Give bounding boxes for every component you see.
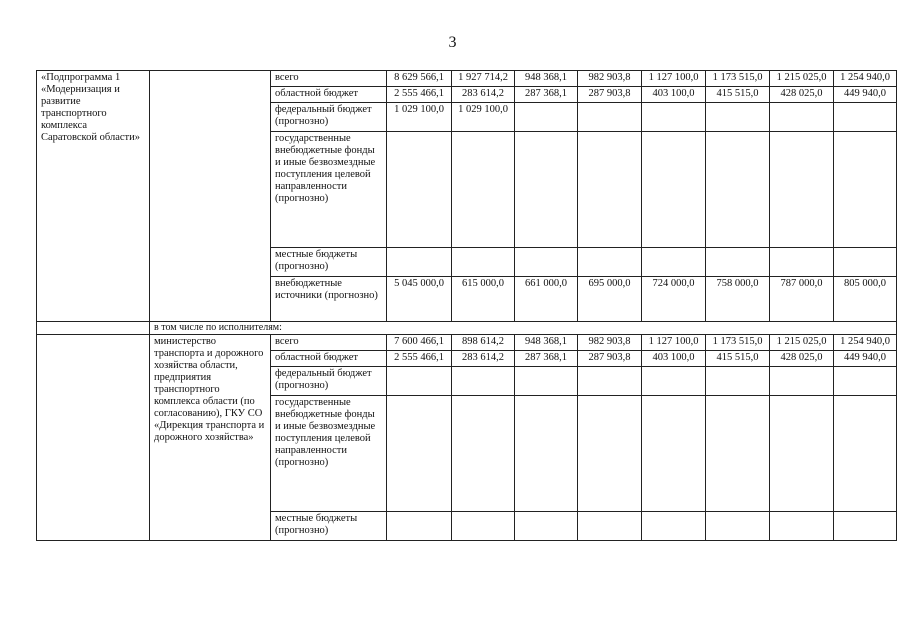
value-cell: 428 025,0 bbox=[770, 87, 834, 103]
value-cell bbox=[578, 367, 642, 396]
value-cell bbox=[706, 367, 770, 396]
budget-table bbox=[36, 70, 897, 541]
value-cell: 948 368,1 bbox=[515, 71, 578, 87]
value-cell bbox=[706, 103, 770, 132]
funding-source: внебюджетные источники (прогнозно) bbox=[271, 277, 387, 322]
value-cell bbox=[770, 248, 834, 277]
executor-cell-empty bbox=[150, 71, 271, 322]
value-cell: 787 000,0 bbox=[770, 277, 834, 322]
value-cell bbox=[452, 248, 515, 277]
value-cell bbox=[770, 132, 834, 248]
value-cell: 2 555 466,1 bbox=[387, 351, 452, 367]
value-cell bbox=[515, 132, 578, 248]
value-cell bbox=[452, 512, 515, 541]
value-cell bbox=[515, 103, 578, 132]
value-cell bbox=[642, 132, 706, 248]
funding-source: местные бюджеты (прогнозно) bbox=[271, 512, 387, 541]
value-cell: 898 614,2 bbox=[452, 335, 515, 351]
value-cell: 428 025,0 bbox=[770, 351, 834, 367]
value-cell: 283 614,2 bbox=[452, 87, 515, 103]
funding-source: всего bbox=[271, 71, 387, 87]
value-cell: 449 940,0 bbox=[834, 351, 897, 367]
value-cell bbox=[452, 396, 515, 512]
table-row bbox=[37, 322, 897, 335]
funding-source: областной бюджет bbox=[271, 351, 387, 367]
value-cell bbox=[770, 367, 834, 396]
value-cell: 1 029 100,0 bbox=[387, 103, 452, 132]
value-cell bbox=[834, 367, 897, 396]
funding-source: государственные внебюджетные фонды и иные безвозмездные поступления целевой направленности (прогнозно) bbox=[271, 396, 387, 512]
value-cell: 1 173 515,0 bbox=[706, 71, 770, 87]
value-cell bbox=[834, 132, 897, 248]
subprogram-name: «Подпрограмма 1 «Модернизация и развитие транспортного комплекса Саратовской области» bbox=[37, 71, 150, 322]
value-cell bbox=[642, 248, 706, 277]
value-cell bbox=[578, 132, 642, 248]
value-cell: 283 614,2 bbox=[452, 351, 515, 367]
value-cell: 695 000,0 bbox=[578, 277, 642, 322]
value-cell bbox=[770, 512, 834, 541]
value-cell bbox=[515, 248, 578, 277]
value-cell bbox=[578, 512, 642, 541]
value-cell: 415 515,0 bbox=[706, 351, 770, 367]
value-cell bbox=[578, 248, 642, 277]
value-cell: 948 368,1 bbox=[515, 335, 578, 351]
page-number: 3 bbox=[448, 34, 457, 51]
value-cell bbox=[515, 367, 578, 396]
table-row bbox=[37, 71, 897, 87]
value-cell bbox=[642, 512, 706, 541]
funding-source: местные бюджеты (прогнозно) bbox=[271, 248, 387, 277]
value-cell bbox=[834, 512, 897, 541]
value-cell bbox=[452, 367, 515, 396]
funding-source: федеральный бюджет (прогнозно) bbox=[271, 103, 387, 132]
value-cell: 5 045 000,0 bbox=[387, 277, 452, 322]
value-cell bbox=[452, 132, 515, 248]
value-cell bbox=[770, 103, 834, 132]
value-cell: 1 173 515,0 bbox=[706, 335, 770, 351]
value-cell: 7 600 466,1 bbox=[387, 335, 452, 351]
table-row bbox=[37, 335, 897, 351]
value-cell: 982 903,8 bbox=[578, 335, 642, 351]
value-cell: 661 000,0 bbox=[515, 277, 578, 322]
value-cell: 1 254 940,0 bbox=[834, 335, 897, 351]
value-cell bbox=[515, 396, 578, 512]
value-cell: 287 903,8 bbox=[578, 351, 642, 367]
value-cell: 1 215 025,0 bbox=[770, 335, 834, 351]
value-cell: 615 000,0 bbox=[452, 277, 515, 322]
value-cell: 1 127 100,0 bbox=[642, 71, 706, 87]
value-cell bbox=[834, 103, 897, 132]
value-cell bbox=[706, 512, 770, 541]
value-cell: 1 127 100,0 bbox=[642, 335, 706, 351]
value-cell: 287 903,8 bbox=[578, 87, 642, 103]
value-cell bbox=[387, 367, 452, 396]
value-cell bbox=[387, 512, 452, 541]
value-cell: 449 940,0 bbox=[834, 87, 897, 103]
value-cell: 805 000,0 bbox=[834, 277, 897, 322]
value-cell: 403 100,0 bbox=[642, 351, 706, 367]
value-cell bbox=[387, 132, 452, 248]
value-cell bbox=[642, 396, 706, 512]
value-cell bbox=[578, 396, 642, 512]
value-cell: 403 100,0 bbox=[642, 87, 706, 103]
value-cell: 1 029 100,0 bbox=[452, 103, 515, 132]
value-cell: 982 903,8 bbox=[578, 71, 642, 87]
value-cell bbox=[706, 248, 770, 277]
executor-name: министерство транспорта и дорожного хозяйства области, предприятия транспортного комплекса области (по согласованию), ГКУ СО «Дирекция транспорта и дорожного хозяйства» bbox=[150, 335, 271, 541]
value-cell: 415 515,0 bbox=[706, 87, 770, 103]
value-cell bbox=[578, 103, 642, 132]
blank-cell bbox=[37, 335, 150, 541]
value-cell bbox=[515, 512, 578, 541]
value-cell bbox=[642, 367, 706, 396]
executors-label: в том числе по исполнителям: bbox=[150, 322, 897, 335]
value-cell bbox=[834, 248, 897, 277]
value-cell bbox=[387, 396, 452, 512]
value-cell bbox=[642, 103, 706, 132]
value-cell bbox=[706, 396, 770, 512]
value-cell: 287 368,1 bbox=[515, 87, 578, 103]
value-cell bbox=[387, 248, 452, 277]
value-cell bbox=[834, 396, 897, 512]
funding-source: государственные внебюджетные фонды и иные безвозмездные поступления целевой направленности (прогнозно) bbox=[271, 132, 387, 248]
value-cell: 1 927 714,2 bbox=[452, 71, 515, 87]
funding-source: федеральный бюджет (прогнозно) bbox=[271, 367, 387, 396]
value-cell: 2 555 466,1 bbox=[387, 87, 452, 103]
value-cell: 8 629 566,1 bbox=[387, 71, 452, 87]
value-cell: 724 000,0 bbox=[642, 277, 706, 322]
value-cell: 758 000,0 bbox=[706, 277, 770, 322]
value-cell bbox=[770, 396, 834, 512]
funding-source: всего bbox=[271, 335, 387, 351]
value-cell: 1 254 940,0 bbox=[834, 71, 897, 87]
blank-cell bbox=[37, 322, 150, 335]
value-cell bbox=[706, 132, 770, 248]
value-cell: 1 215 025,0 bbox=[770, 71, 834, 87]
funding-source: областной бюджет bbox=[271, 87, 387, 103]
value-cell: 287 368,1 bbox=[515, 351, 578, 367]
